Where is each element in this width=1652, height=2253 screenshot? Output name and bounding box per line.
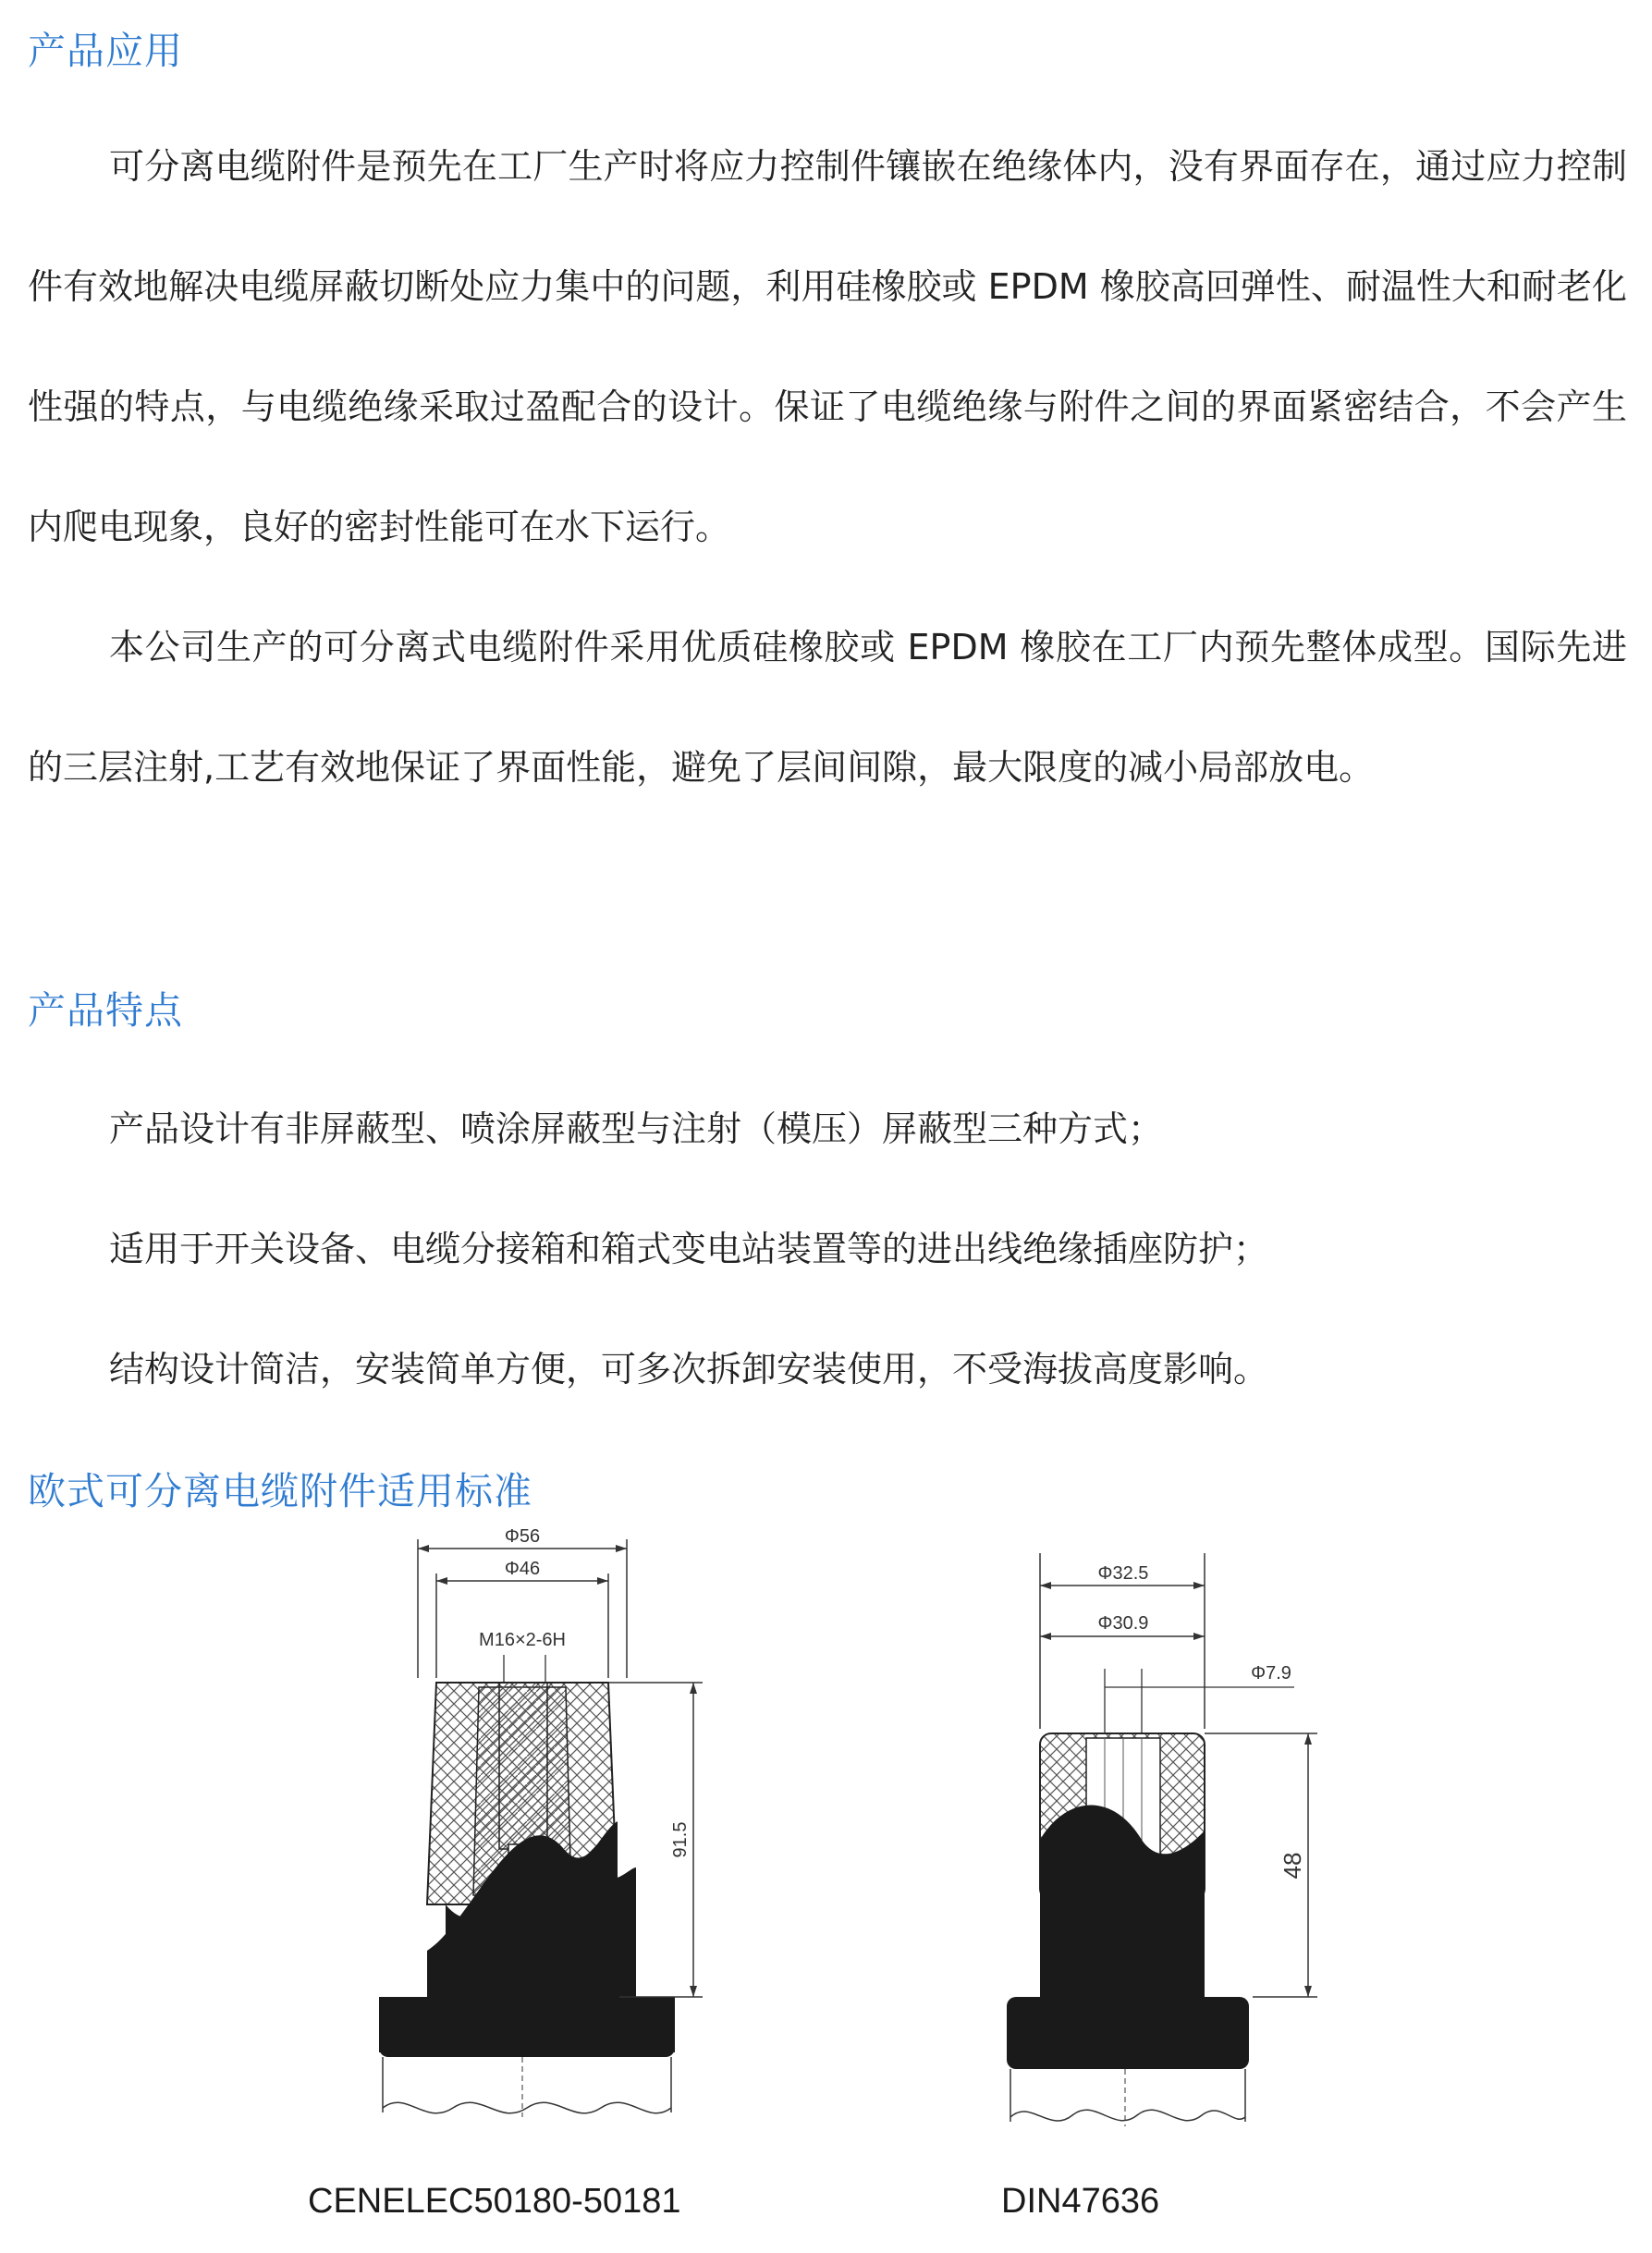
cenelec-caption: CENELEC50180-50181 (308, 2182, 681, 2221)
application-paragraph-2: 本公司生产的可分离式电缆附件采用优质硅橡胶或 EPDM 橡胶在工厂内预先整体成型。国际先进的三层注射,工艺有效地保证了界面性能，避免了层间间隙，最大限度的减小局部放电。 (28, 627, 1627, 788)
cenelec-outer-diameter-label: Φ56 (504, 1526, 541, 1547)
section-title-standards: 欧式可分离电缆附件适用标准 (28, 1469, 532, 1513)
application-paragraph-1: 可分离电缆附件是预先在工厂生产时将应力控制件镶嵌在绝缘体内，没有界面存在，通过应力控制件有效地解决电缆屏蔽切断处应力集中的问题，利用硅橡胶或 EPDM 橡胶高回弹性、耐温性大和耐老化性强的特点，与电缆绝缘采取过盈配合的设计。保证了电缆绝缘与附件之间的界面紧密结合，不会产生内爬电现象，良好的密封性能可在水下运行。 (28, 146, 1627, 547)
din-pin-diameter-label: Φ7.9 (1251, 1663, 1291, 1684)
feature-item-3: 结构设计简洁，安装简单方便，可多次拆卸安装使用，不受海拔高度影响。 (109, 1349, 1269, 1390)
feature-item-2: 适用于开关设备、电缆分接箱和箱式变电站装置等的进出线绝缘插座防护； (109, 1229, 1269, 1269)
din-drawing (966, 1516, 1354, 2136)
cenelec-height-label: 91.5 (670, 1821, 691, 1858)
section-title-features: 产品特点 (28, 988, 183, 1033)
din-height-label: 48 (1279, 1852, 1306, 1880)
feature-item-1: 产品设计有非屏蔽型、喷涂屏蔽型与注射（模压）屏蔽型三种方式； (109, 1108, 1164, 1149)
cenelec-drawing (370, 1516, 758, 2136)
section-title-application: 产品应用 (28, 29, 183, 73)
cenelec-thread-label: M16×2-6H (479, 1630, 566, 1650)
cenelec-inner-diameter-label: Φ46 (504, 1559, 541, 1579)
din-inner-diameter-label: Φ30.9 (1097, 1613, 1149, 1634)
din-outer-diameter-label: Φ32.5 (1097, 1563, 1149, 1584)
din-caption: DIN47636 (1001, 2182, 1160, 2221)
